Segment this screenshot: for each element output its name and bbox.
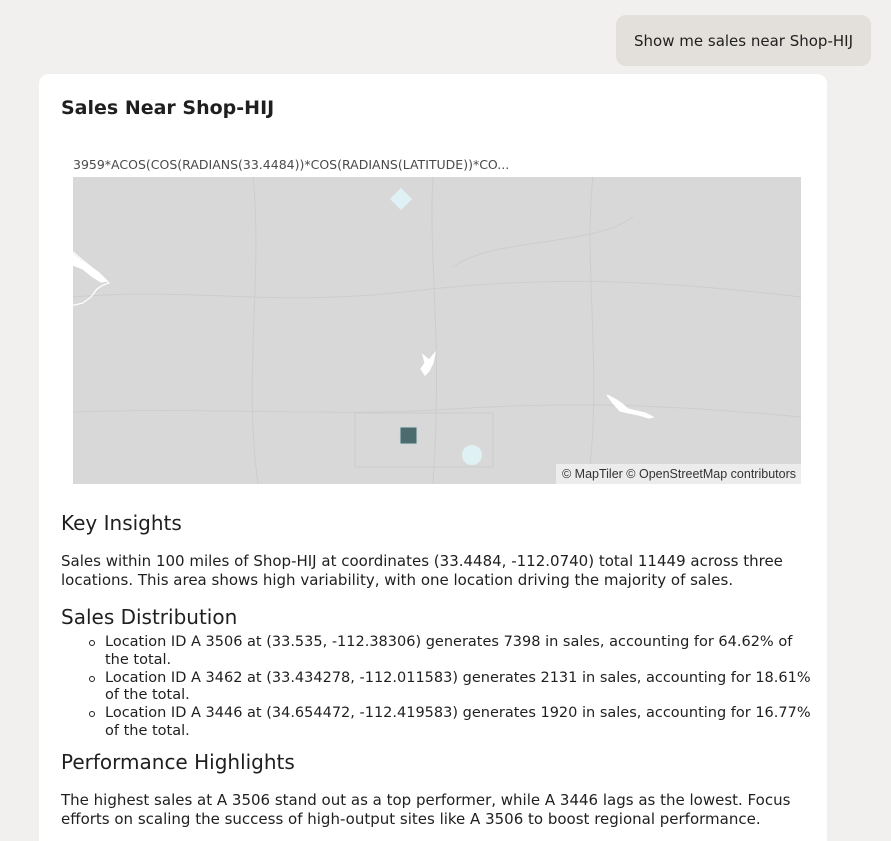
marker-a3506[interactable] xyxy=(400,427,417,444)
bullet-icon xyxy=(89,711,95,717)
list-item xyxy=(105,705,813,740)
list-item xyxy=(105,634,813,669)
map-canvas xyxy=(73,177,801,484)
map-view[interactable] xyxy=(73,177,801,484)
performance-highlights-heading: Performance Highlights xyxy=(61,750,295,774)
bullet-icon xyxy=(89,640,95,646)
sales-distribution-heading: Sales Distribution xyxy=(61,605,238,629)
map-roads xyxy=(73,177,801,484)
user-message-text: Show me sales near Shop-HIJ xyxy=(634,31,853,50)
list-item-text: Location ID A 3446 at (34.654472, -112.419583) generates 1920 in sales, accounting for 16.77% of the total. xyxy=(105,705,811,739)
performance-highlights-text: The highest sales at A 3506 stand out as a top performer, while A 3446 lags as the lowest. Focus efforts on scaling the success of high-output sites like A 3506 to boost regional performance. xyxy=(61,791,791,828)
list-item-text: Location ID A 3506 at (33.535, -112.38306) generates 7398 in sales, accounting for 64.62% of the total. xyxy=(105,634,793,668)
list-item-text: Location ID A 3462 at (33.434278, -112.011583) generates 2131 in sales, accounting for 18.61% of the total. xyxy=(105,669,811,703)
key-insights-text: Sales within 100 miles of Shop-HIJ at coordinates (33.4484, -112.0740) total 11449 across three locations. This area shows high variability, with one location driving the majority of sales. xyxy=(61,552,783,589)
bullet-icon xyxy=(89,676,95,682)
key-insights-heading: Key Insights xyxy=(61,511,182,535)
marker-a3462[interactable] xyxy=(462,445,482,465)
map-attribution[interactable]: © MapTiler © OpenStreetMap contributors xyxy=(556,464,801,484)
map-water xyxy=(73,252,653,418)
sales-distribution-list xyxy=(61,634,813,741)
marker-a3446[interactable] xyxy=(390,188,412,210)
list-item xyxy=(105,670,813,705)
map-label: 3959*ACOS(COS(RADIANS(33.4484))*COS(RADIANS(LATITUDE))*CO... xyxy=(73,157,510,172)
user-message-bubble xyxy=(616,15,871,66)
card-title: Sales Near Shop-HIJ xyxy=(61,97,275,119)
